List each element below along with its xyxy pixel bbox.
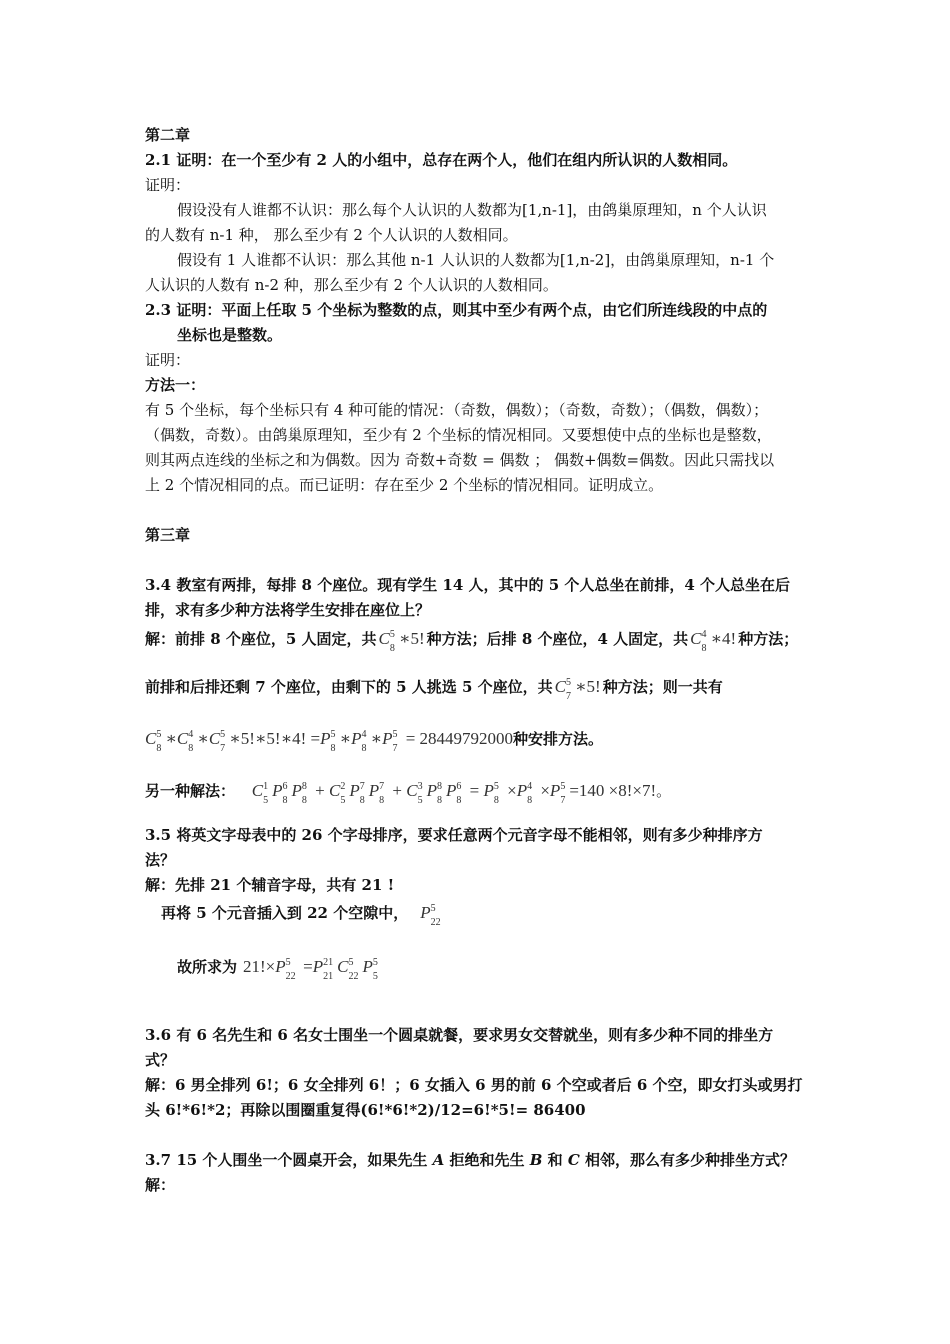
problem-2-3-line-1: 2.3 证明：平面上任取 5 个坐标为整数的点，则其中至少有两个点，由它们所连线段的中点的 <box>145 301 768 319</box>
chapter-2-title: 第二章 <box>145 126 191 144</box>
solution-3-5-line-1: 解：先排 21 个辅音字母，共有 21 ! <box>145 876 395 894</box>
problem-2-1: 2.1 证明：在一个至少有 2 人的小组中，总存在两个人，他们在组内所认识的人数相同。 <box>145 151 738 169</box>
method-line-2: （偶数，奇数）。由鸽巢原理知，至少有 2 个坐标的情况相同。又要想使中点的坐标也是整数， <box>145 426 772 444</box>
method-one-label: 方法一： <box>145 376 206 394</box>
proof-label: 证明： <box>145 176 191 194</box>
solution-3-5-result-label: 故所求为 <box>177 958 238 976</box>
person-a: A <box>432 1151 445 1169</box>
problem-3-7-text-d: 相邻，那么有多少种排坐方式？ <box>579 1151 796 1169</box>
formula-p22-5: P 5 22 <box>420 903 441 928</box>
problem-3-6-line-1: 3.6 有 6 名先生和 6 名女士围坐一个圆桌就餐，要求男女交替就坐，则有多少种不同的排坐方 <box>145 1026 774 1044</box>
problem-3-7-text-a: 3.7 15 个人围坐一个圆桌开会，如果先生 <box>145 1151 433 1169</box>
formula-c85-5fact: C 5 8 ∗5! <box>378 629 425 654</box>
solution-3-6-line-2: 头 6!*6!*2；再除以围圈重复得(6!*6!*2)/12=6!*5!= 86400 <box>145 1101 586 1119</box>
solution-3-4-text-c: 种方法； <box>738 630 799 648</box>
solution-3-6-line-1: 解：6 男全排列 6!；6 女全排列 6！；6 女插入 6 男的前 6 个空或者后 6 个空，即女打头或男打 <box>145 1076 803 1094</box>
case-2-line-2: 人认识的人数有 n-2 种，那么至少有 2 个人认识的人数相同。 <box>145 276 558 294</box>
problem-3-5-line-2: 法？ <box>145 851 176 869</box>
solution-3-4-line-1 <box>145 628 815 654</box>
formula-c84-4fact: C 4 8 ∗4! <box>690 629 737 654</box>
problem-3-7-text-c: 和 <box>542 1151 568 1169</box>
solution-3-4-text-f: 种安排方法。 <box>513 730 604 748</box>
problem-3-4-line-1: 3.4 教室有两排，每排 8 个座位。现有学生 14 人，其中的 5 个人总坐在前排，4 个人总坐在后 <box>145 576 791 594</box>
solution-3-4-text-a: 解：前排 8 个座位，5 人固定，共 <box>145 630 377 648</box>
formula-alternative-result: =140 ×8!×7! <box>569 781 657 800</box>
problem-3-4-line-2: 排，求有多少种方法将学生安排在座位上？ <box>145 601 431 619</box>
problem-3-7-text-b: 拒绝和先生 <box>444 1151 530 1169</box>
solution-3-4-text-d: 前排和后排还剩 7 个座位，由剩下的 5 人挑选 5 个座位，共 <box>145 678 553 696</box>
method-line-4: 上 2 个情况相同的点。而已证明：存在至少 2 个坐标的情况相同。证明成立。 <box>145 476 664 494</box>
person-c: C <box>567 1151 580 1169</box>
solution-3-4-line-3 <box>145 728 815 754</box>
method-line-3: 则其两点连线的坐标之和为偶数。因为 奇数+奇数 = 偶数 ； 偶数+偶数=偶数。因此只需找以 <box>145 451 775 469</box>
case-1-line-2: 的人数有 n-1 种， 那么至少有 2 个人认识的人数相同。 <box>145 226 518 244</box>
solution-3-7-label: 解： <box>145 1176 176 1194</box>
alternative-solution-end: 。 <box>656 782 672 800</box>
person-b: B <box>529 1151 543 1169</box>
case-1-line-1: 假设没有人谁都不认识：那么每个人认识的人数都为[1,n-1]，由鸽巢原理知，n 个人认识 <box>177 201 767 219</box>
formula-alternative: C 1 5 P 6 8 P 8 8 + C 2 5 P 7 8 P 7 8 + C 3 5 P 8 8 P 6 8 = P 5 8 ×P 4 8 ×P 5 7 =140 ×8!×7! <box>251 781 657 806</box>
formula-total-arrangements: C 5 8 ∗C 4 8 ∗C 5 7 ∗5!∗5!∗4! =P 5 8 ∗P 4 8 ∗P 5 7 = 28449792000 <box>145 729 514 754</box>
solution-3-4-text-b: 种方法；后排 8 个座位，4 人固定，共 <box>426 630 689 648</box>
problem-3-5-line-1: 3.5 将英文字母表中的 26 个字母排序，要求任意两个元音字母不能相邻，则有多少种排序方 <box>145 826 763 844</box>
problem-3-6-line-2: 式？ <box>145 1051 176 1069</box>
case-2-line-1: 假设有 1 人谁都不认识：那么其他 n-1 人认识的人数都为[1,n-2]，由鸽巢原理知，n-1 个 <box>177 251 775 269</box>
solution-3-4-text-e: 种方法；则一共有 <box>602 678 723 696</box>
solution-3-4-line-2 <box>145 676 815 702</box>
solution-3-5-line-2 <box>161 902 831 928</box>
alternative-solution-label: 另一种解法： <box>145 782 236 800</box>
formula-total-result: 28449792000 <box>419 729 514 748</box>
problem-2-3-line-2: 坐标也是整数。 <box>177 326 283 344</box>
problem-3-7 <box>145 1149 815 1171</box>
formula-vowel-result: 21!×P 5 22 =P 21 21 C 5 22 P 5 5 <box>243 957 378 982</box>
alternative-solution-line <box>145 780 815 806</box>
formula-c75-5fact: C 5 7 ∗5! <box>554 677 601 702</box>
chapter-3-title: 第三章 <box>145 526 191 544</box>
solution-3-5-text: 再将 5 个元音插入到 22 个空隙中， <box>161 904 409 922</box>
method-line-1: 有 5 个坐标，每个坐标只有 4 种可能的情况：（奇数，偶数）；（奇数，奇数）；（偶数，偶数）； <box>145 401 769 419</box>
proof-label-2: 证明： <box>145 351 191 369</box>
solution-3-5-line-3 <box>177 956 847 982</box>
